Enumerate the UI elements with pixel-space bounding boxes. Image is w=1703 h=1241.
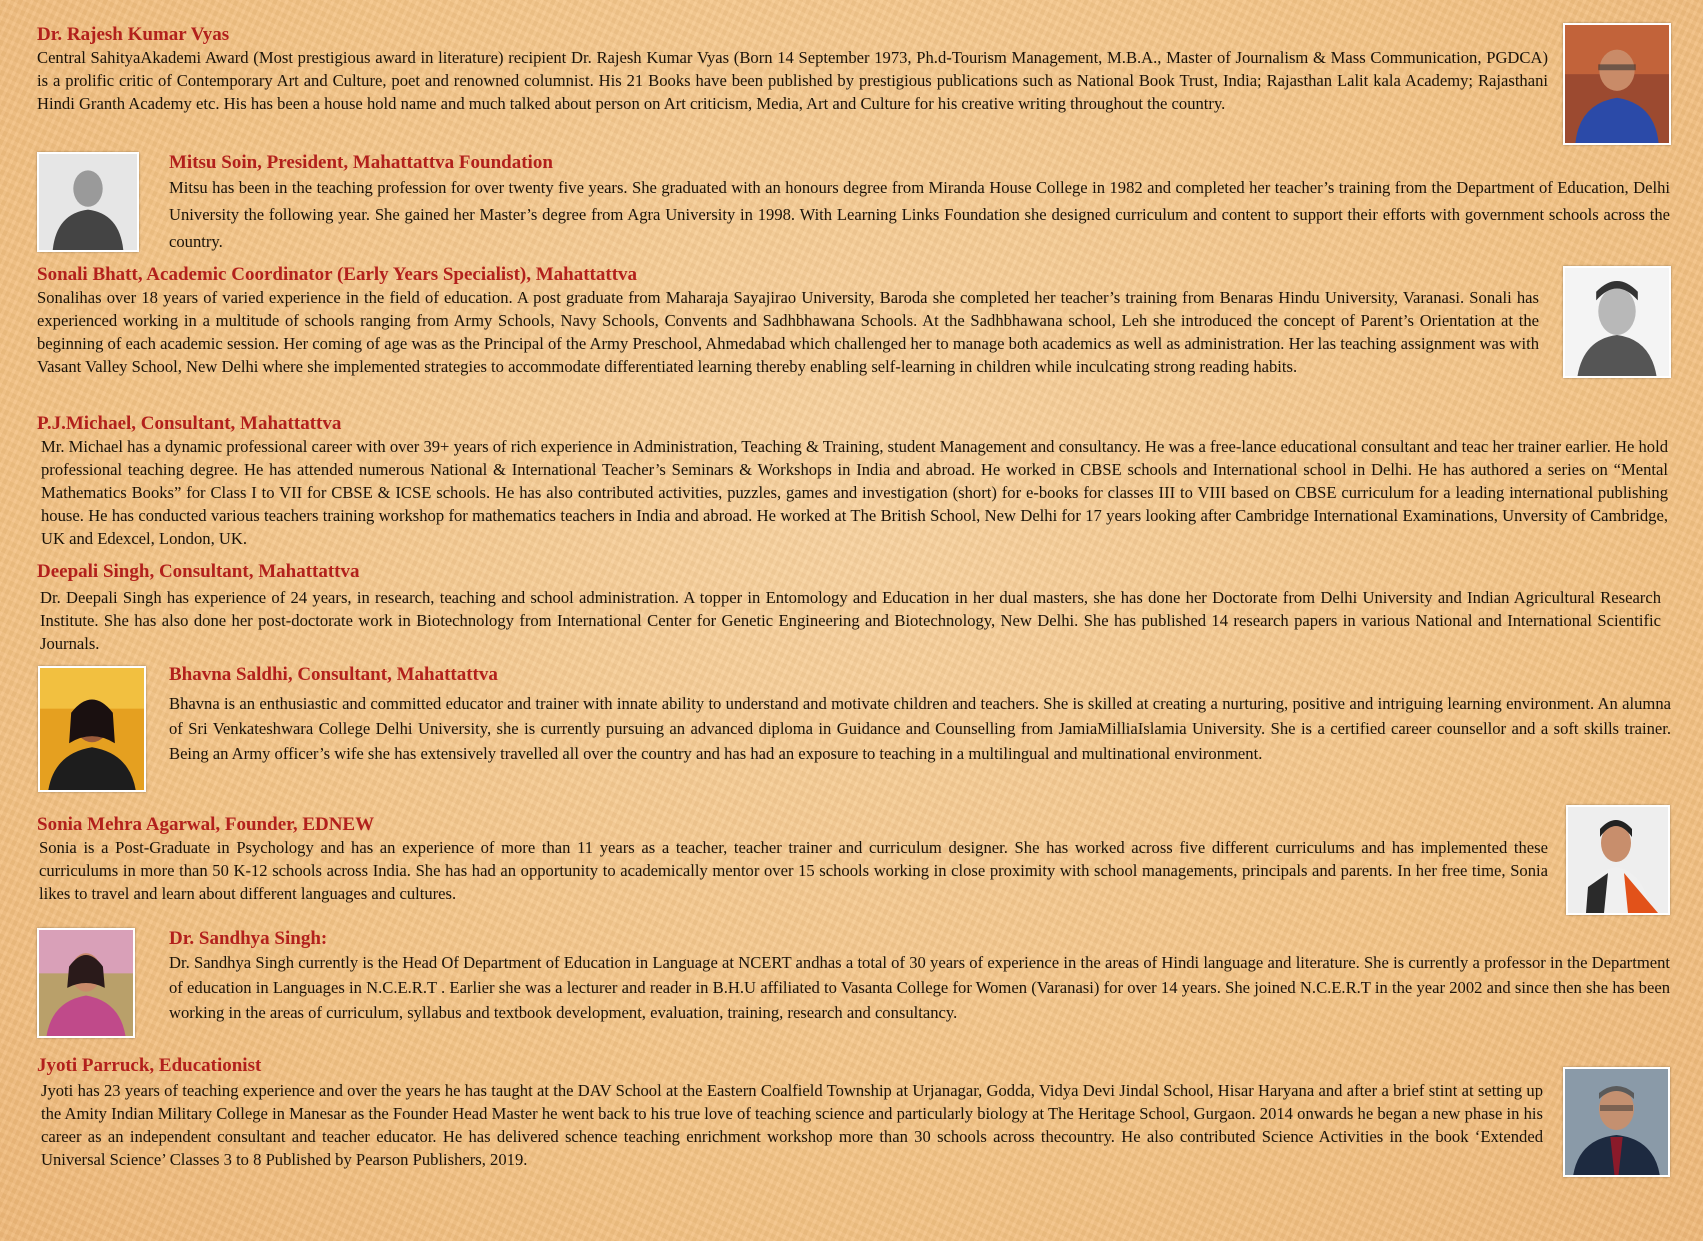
profile-bio: Mitsu has been in the teaching profession for over twenty five years. She graduated with an honours degree from Miranda House College in 1982 and completed her teacher’s training from the Department of Education, Delhi University the following year. She gained her Master’s degree from Agra University in 1998. With Learning Links Foundation she designed curriculum and content to support their efforts with government schools across the country. (169, 178, 1670, 251)
portrait-photo-jyoti (1563, 1067, 1670, 1177)
profile-bio: Sonia is a Post-Graduate in Psychology and has an experience of more than 11 years as a teacher, teacher trainer and curriculum designer. She has worked across five different curriculums and has implemented these curriculums in more than 50 K-12 schools across India. She has had an opportunity to academically mentor over 15 schools working in close proximity with school managements, principals and parents. In her free time, Sonia likes to travel and learn about different languages and cultures. (39, 838, 1548, 903)
profile-jyoti-parruck (37, 1055, 1543, 1171)
profile-rajesh-kumar-vyas (37, 24, 1548, 115)
profile-name: Sonia Mehra Agarwal, Founder, EDNEW (37, 814, 375, 835)
profile-name: P.J.Michael, Consultant, Mahattattva (37, 413, 342, 434)
profile-name: Jyoti Parruck, Educationist (37, 1055, 262, 1076)
profile-bhavna-saldhi (169, 664, 1671, 766)
profile-bio: Dr. Sandhya Singh currently is the Head Of Department of Education in Language at NCERT andhas a total of 30 years of experience in the areas of Hindi language and literature. She is currently a professor in the Department of education in Languages in N.C.E.R.T . Earlier she was a lecturer and reader in B.H.U affiliated to Vasanta College for Women (Varanasi) for over 14 years. She joined N.C.E.R.T in the year 2002 and since then she has been working in the areas of curriculum, syllabus and textbook development, evaluation, training, research and consultancy. (169, 953, 1670, 1022)
profile-pj-michael (37, 413, 1668, 550)
profile-sonali-bhatt (37, 264, 1539, 378)
profile-sandhya-singh (169, 928, 1670, 1025)
profile-bio: Dr. Deepali Singh has experience of 24 years, in research, teaching and school administration. A topper in Entomology and Education in her dual masters, she has done her Doctorate from Delhi University and Indian Agricultural Research Institute. She has also done her post-doctorate work in Biotechnology from International Center for Genetic Engineering and Biotechnology, New Delhi. She has published 14 research papers in various National and International Scientific Journals. (40, 588, 1661, 653)
portrait-photo-bhavna (38, 666, 146, 792)
profile-bio: Jyoti has 23 years of teaching experience and over the years he has taught at the DAV School at the Eastern Coalfield Township at Urjanagar, Godda, Vidya Devi Jindal School, Hisar Haryana and after a brief stint at setting up the Amity Indian Military College in Manesar as the Founder Head Master he went back to his true love of teaching science and particularly biology at The Heritage School, Gurgaon. 2014 onwards he began a new phase in his career as an independent consultant and teacher educator. He has delivered schence teaching enrichment workshop more than 30 schools across thecountry. He also contributed Science Activities in the book ‘Extended Universal Science’ Classes 3 to 8 Published by Pearson Publishers, 2019. (41, 1081, 1543, 1169)
profile-name: Dr. Rajesh Kumar Vyas (37, 24, 230, 45)
portrait-photo-rajesh (1563, 23, 1671, 145)
portrait-photo-sandhya (37, 928, 135, 1038)
profile-name: Deepali Singh, Consultant, Mahattattva (37, 561, 360, 582)
profile-bio: Central SahityaAkademi Award (Most prestigious award in literature) recipient Dr. Rajesh Kumar Vyas (Born 14 September 1973, Ph.d-Tourism Management, M.B.A., Master of Journalism & Mass Communication, PGDCA) is a prolific critic of Contemporary Art and Culture, poet and renowned columnist. His 21 Books have been published by prestigious publications such as National Book Trust, India; Rajasthan Lalit kala Academy; Rajasthani Hindi Granth Academy etc. His has been a house hold name and much talked about person on Art criticism, Media, Art and Culture for his creative writing throughout the country. (37, 48, 1548, 113)
profile-bio: Sonalihas over 18 years of varied experience in the field of education. A post graduate from Maharaja Sayajirao University, Baroda she completed her teacher’s training from Benaras Hindu University, Varanasi. Sonali has experienced working in a multitude of schools ranging from Army Schools, Navy Schools, Convents and Sadhbhawana Schools. At the Sadhbhawana school, Leh she introduced the concept of Parent’s Orientation at the beginning of each academic session. Her coming of age was as the Principal of the Army Preschool, Ahmedabad which challenged her to manage both academics as well as administration. Her las teaching assignment was with Vasant Valley School, New Delhi where she implemented strategies to accommodate differentiated learning thereby enabling self-learning in children while inculcating strong reading habits. (37, 288, 1539, 376)
profile-deepali-singh (37, 561, 1661, 655)
profile-name: Mitsu Soin, President, Mahattattva Foundation (169, 152, 553, 173)
portrait-photo-sonali (1563, 266, 1671, 378)
profile-bio: Mr. Michael has a dynamic professional career with over 39+ years of rich experience in Administration, Teaching & Training, student Management and consultancy. He was a free-lance educational consultant and teac her trainer earlier. He hold professional teaching degree. He has attended numerous National & International Teacher’s Seminars & Workshops in India and abroad. He worked in CBSE schools and International school in Delhi. He has authored a series on “Mental Mathematics Books” for Class I to VII for CBSE & ICSE schools. He has also contributed activities, puzzles, games and investigation (short) for e-books for classes III to VIII based on CBSE curriculum for a leading international publishing house. He has conducted various teachers training workshop for mathematics teachers in India and abroad. He worked at The British School, New Delhi for 17 years looking after Cambridge International Examinations, Unversity of Cambridge, UK and Edexcel, London, UK. (41, 437, 1668, 548)
profile-name: Bhavna Saldhi, Consultant, Mahattattva (169, 664, 498, 685)
profile-name: Dr. Sandhya Singh: (169, 928, 328, 949)
profile-bio: Bhavna is an enthusiastic and committed educator and trainer with innate ability to understand and motivate children and teachers. She is skilled at creating a nurturing, positive and intriguing learning environment. An alumna of Sri Venkateshwara College Delhi University, she is currently pursuing an advanced diploma in Guidance and Counselling from JamiaMilliaIslamia University. She is a certified career counsellor and a soft skills trainer. Being an Army officer’s wife she has extensively travelled all over the country and has had an exposure to teaching in a multilingual and multinational environment. (169, 694, 1671, 763)
portrait-photo-sonia (1566, 805, 1670, 915)
portrait-photo-mitsu (37, 152, 139, 252)
profile-mitsu-soin (169, 152, 1670, 255)
profile-name: Sonali Bhatt, Academic Coordinator (Early Years Specialist), Mahattattva (37, 264, 638, 285)
profile-sonia-mehra-agarwal (37, 814, 1548, 905)
